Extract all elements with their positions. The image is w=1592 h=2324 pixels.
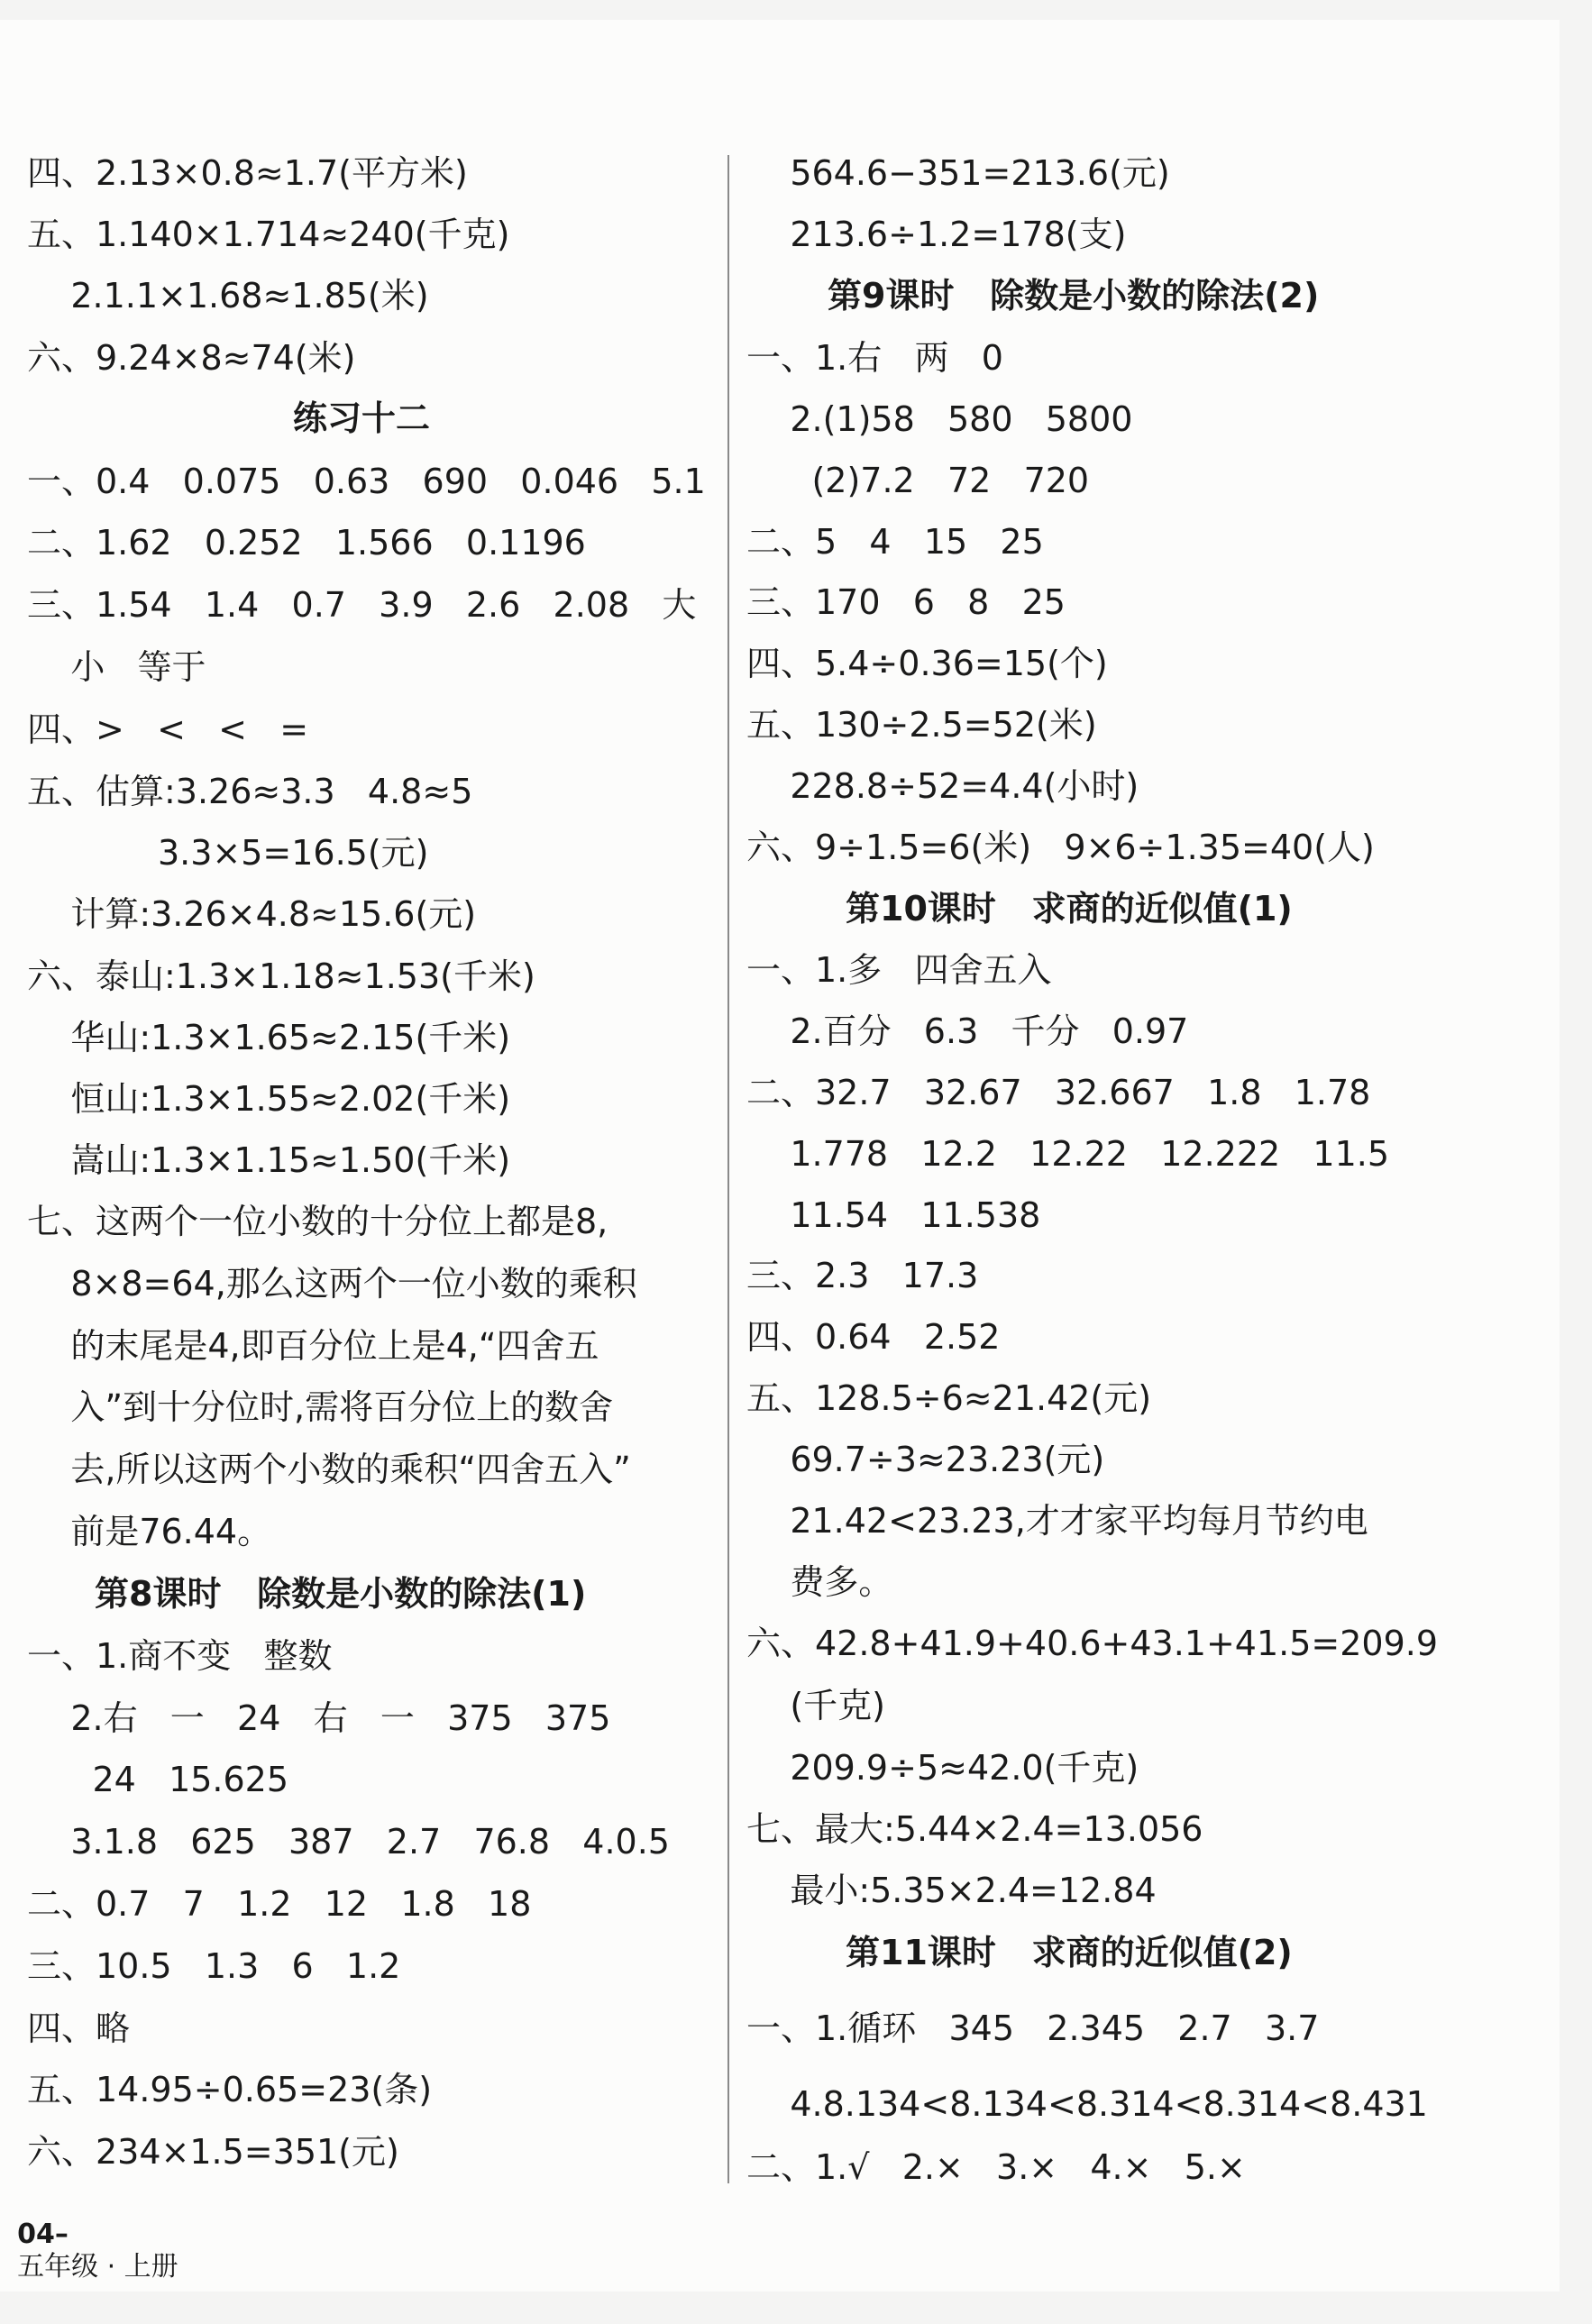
left-answer-line: 2.右 一 24 右 一 375 375 <box>27 1698 611 1738</box>
right-answer-line: 费多。 <box>746 1562 893 1602</box>
left-answer-line: 3.3×5=16.5(元) <box>27 833 429 873</box>
right-answer-line: 21.42<23.23,才才家平均每月节约电 <box>746 1501 1368 1541</box>
left-answer-line: 的末尾是4,即百分位上是4,“四舍五 <box>27 1326 599 1366</box>
right-answer-line: 228.8÷52=4.4(小时) <box>746 766 1139 806</box>
right-answer-line: 69.7÷3≈23.23(元) <box>746 1440 1105 1479</box>
left-answer-line: 小 等于 <box>27 647 206 687</box>
left-answer-line: 四、略 <box>27 2008 131 2048</box>
right-answer-line: 213.6÷1.2=178(支) <box>746 215 1127 254</box>
left-answer-line: 8×8=64,那么这两个一位小数的乘积 <box>27 1264 637 1304</box>
left-answer-line: 三、10.5 1.3 6 1.2 <box>27 1946 401 1986</box>
left-answer-line: 华山:1.3×1.65≈2.15(千米) <box>27 1018 511 1057</box>
left-answer-line: 前是76.44。 <box>27 1512 272 1551</box>
right-answer-line: 564.6−351=213.6(元) <box>746 153 1170 193</box>
left-answer-line: 去,所以这两个小数的乘积“四舍五入” <box>27 1450 631 1489</box>
right-answer-line: 2.(1)58 580 5800 <box>746 399 1133 439</box>
left-answer-line: 六、9.24×8≈74(米) <box>27 338 356 378</box>
right-answer-line: 11.54 11.538 <box>746 1195 1041 1235</box>
right-answer-line: 五、130÷2.5=52(米) <box>746 705 1097 745</box>
right-answer-line: 二、5 4 15 25 <box>746 522 1044 562</box>
right-answer-line: 2.百分 6.3 千分 0.97 <box>746 1011 1189 1051</box>
right-section-heading: 第9课时 除数是小数的除法(2) <box>828 276 1320 316</box>
left-answer-line: 3.1.8 625 387 2.7 76.8 4.0.5 <box>27 1822 670 1862</box>
page-number: 04– <box>17 2219 69 2250</box>
left-answer-line: 六、234×1.5=351(元) <box>27 2132 399 2172</box>
left-answer-line: 二、1.62 0.252 1.566 0.1196 <box>27 523 586 563</box>
left-section-heading: 练习十二 <box>293 398 431 438</box>
right-answer-line: 二、1.√ 2.× 3.× 4.× 5.× <box>746 2147 1246 2187</box>
right-answer-line: 七、最大:5.44×2.4=13.056 <box>746 1809 1203 1849</box>
right-answer-line: (2)7.2 72 720 <box>746 461 1090 500</box>
left-answer-line: 三、1.54 1.4 0.7 3.9 2.6 2.08 大 <box>27 585 697 625</box>
right-answer-line: 五、128.5÷6≈21.42(元) <box>746 1378 1152 1418</box>
right-answer-line: 四、5.4÷0.36=15(个) <box>746 644 1108 683</box>
left-answer-line: 五、估算:3.26≈3.3 4.8≈5 <box>27 772 473 811</box>
right-answer-line: 一、1.多 四舍五入 <box>746 950 1052 990</box>
left-answer-line: 入”到十分位时,需将百分位上的数舍 <box>27 1387 614 1427</box>
right-answer-line: 一、1.右 两 0 <box>746 338 1003 378</box>
left-answer-line: 恒山:1.3×1.55≈2.02(千米) <box>27 1079 511 1119</box>
right-section-heading: 第10课时 求商的近似值(1) <box>846 889 1293 929</box>
page-footer <box>0 2186 178 2283</box>
answer-page <box>0 20 1560 2292</box>
right-answer-line: 四、0.64 2.52 <box>746 1317 1001 1357</box>
right-answer-line: 最小:5.35×2.4=12.84 <box>746 1871 1157 1910</box>
right-answer-line: 二、32.7 32.67 32.667 1.8 1.78 <box>746 1073 1371 1112</box>
right-answer-line: 六、9÷1.5=6(米) 9×6÷1.35=40(人) <box>746 828 1375 867</box>
left-answer-line: 四、2.13×0.8≈1.7(平方米) <box>27 153 468 193</box>
right-answer-line: 三、2.3 17.3 <box>746 1256 979 1295</box>
right-answer-line: 209.9÷5≈42.0(千克) <box>746 1748 1139 1788</box>
left-section-heading: 第8课时 除数是小数的除法(1) <box>95 1574 587 1614</box>
right-answer-line: 4.8.134<8.134<8.314<8.314<8.431 <box>746 2084 1428 2124</box>
grade-volume-label: 五年级 · 上册 <box>17 2251 178 2283</box>
column-divider <box>727 155 729 2183</box>
left-answer-line: 五、14.95÷0.65=23(条) <box>27 2070 433 2109</box>
left-answer-line: 七、这两个一位小数的十分位上都是8, <box>27 1202 608 1241</box>
right-answer-line: (千克) <box>746 1686 885 1725</box>
right-answer-line: 三、170 6 8 25 <box>746 582 1066 622</box>
left-answer-line: 二、0.7 7 1.2 12 1.8 18 <box>27 1884 532 1924</box>
left-answer-line: 计算:3.26×4.8≈15.6(元) <box>27 894 477 934</box>
right-answer-line: 一、1.循环 345 2.345 2.7 3.7 <box>746 2008 1320 2048</box>
right-answer-line: 六、42.8+41.9+40.6+43.1+41.5=209.9 <box>746 1624 1439 1663</box>
left-answer-line: 2.1.1×1.68≈1.85(米) <box>27 276 429 316</box>
left-answer-line: 六、泰山:1.3×1.18≈1.53(千米) <box>27 956 535 996</box>
left-answer-line: 嵩山:1.3×1.15≈1.50(千米) <box>27 1140 511 1180</box>
right-answer-line: 1.778 12.2 12.22 12.222 11.5 <box>746 1134 1390 1174</box>
left-answer-line: 四、> < < = <box>27 709 309 749</box>
left-answer-line: 五、1.140×1.714≈240(千克) <box>27 215 510 254</box>
left-answer-line: 一、1.商不变 整数 <box>27 1636 333 1676</box>
right-section-heading: 第11课时 求商的近似值(2) <box>846 1933 1293 1972</box>
left-answer-line: 一、0.4 0.075 0.63 690 0.046 5.1 <box>27 462 706 501</box>
left-answer-line: 24 15.625 <box>27 1760 289 1799</box>
